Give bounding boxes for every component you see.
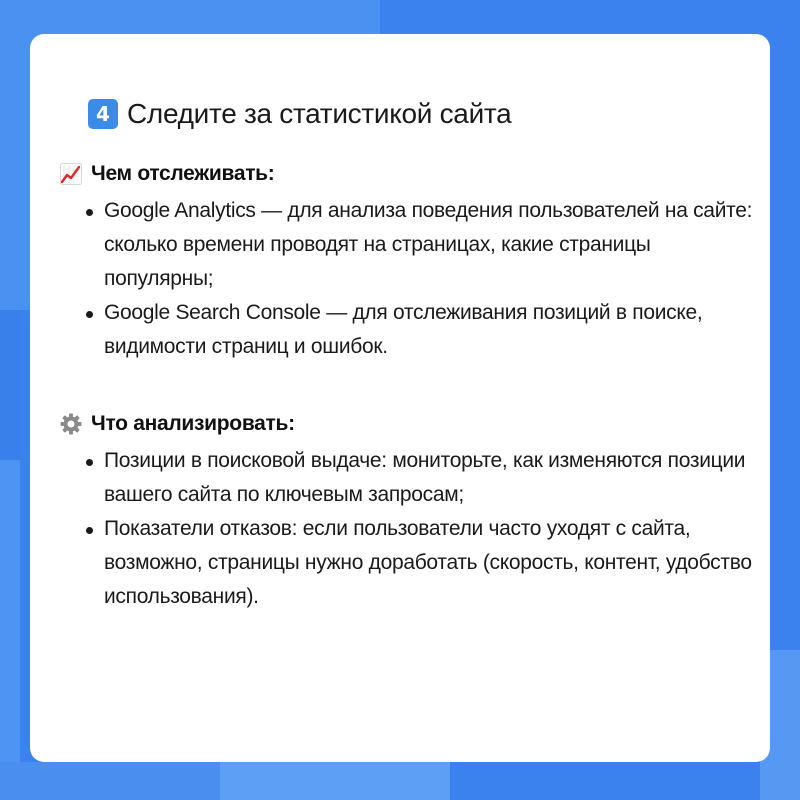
section-analysis [60, 408, 760, 614]
section-tools [60, 158, 760, 364]
list-item: Google Search Console — для отслеживания позиций в поиске, видимости страниц и ошибок. [60, 296, 760, 364]
section-header [60, 158, 760, 190]
bullet-list [60, 444, 760, 614]
bullet-list [60, 194, 760, 364]
chart-increasing-icon [60, 163, 82, 185]
background-block [0, 310, 20, 460]
background-block [0, 460, 20, 800]
page-title-text: Следите за статистикой сайта [127, 98, 512, 129]
content-card [30, 34, 770, 762]
section-title: Чем отслеживать: [91, 162, 275, 185]
background-block [220, 762, 450, 800]
keycap-number-badge: 4 [88, 99, 118, 129]
section-header [60, 408, 760, 440]
list-item: Позиции в поисковой выдаче: мониторьте, как изменяются позиции вашего сайта по ключевым запросам; [60, 444, 760, 512]
page-title [88, 94, 511, 134]
background-block [0, 762, 220, 800]
list-item: Показатели отказов: если пользователи часто уходят с сайта, возможно, страницы нужно доработать (скорость, контент, удобство использования). [60, 512, 760, 614]
section-title: Что анализировать: [91, 412, 295, 435]
gear-icon [60, 413, 82, 435]
list-item: Google Analytics — для анализа поведения пользователей на сайте: сколько времени проводят на страницах, какие страницы популярны; [60, 194, 760, 296]
